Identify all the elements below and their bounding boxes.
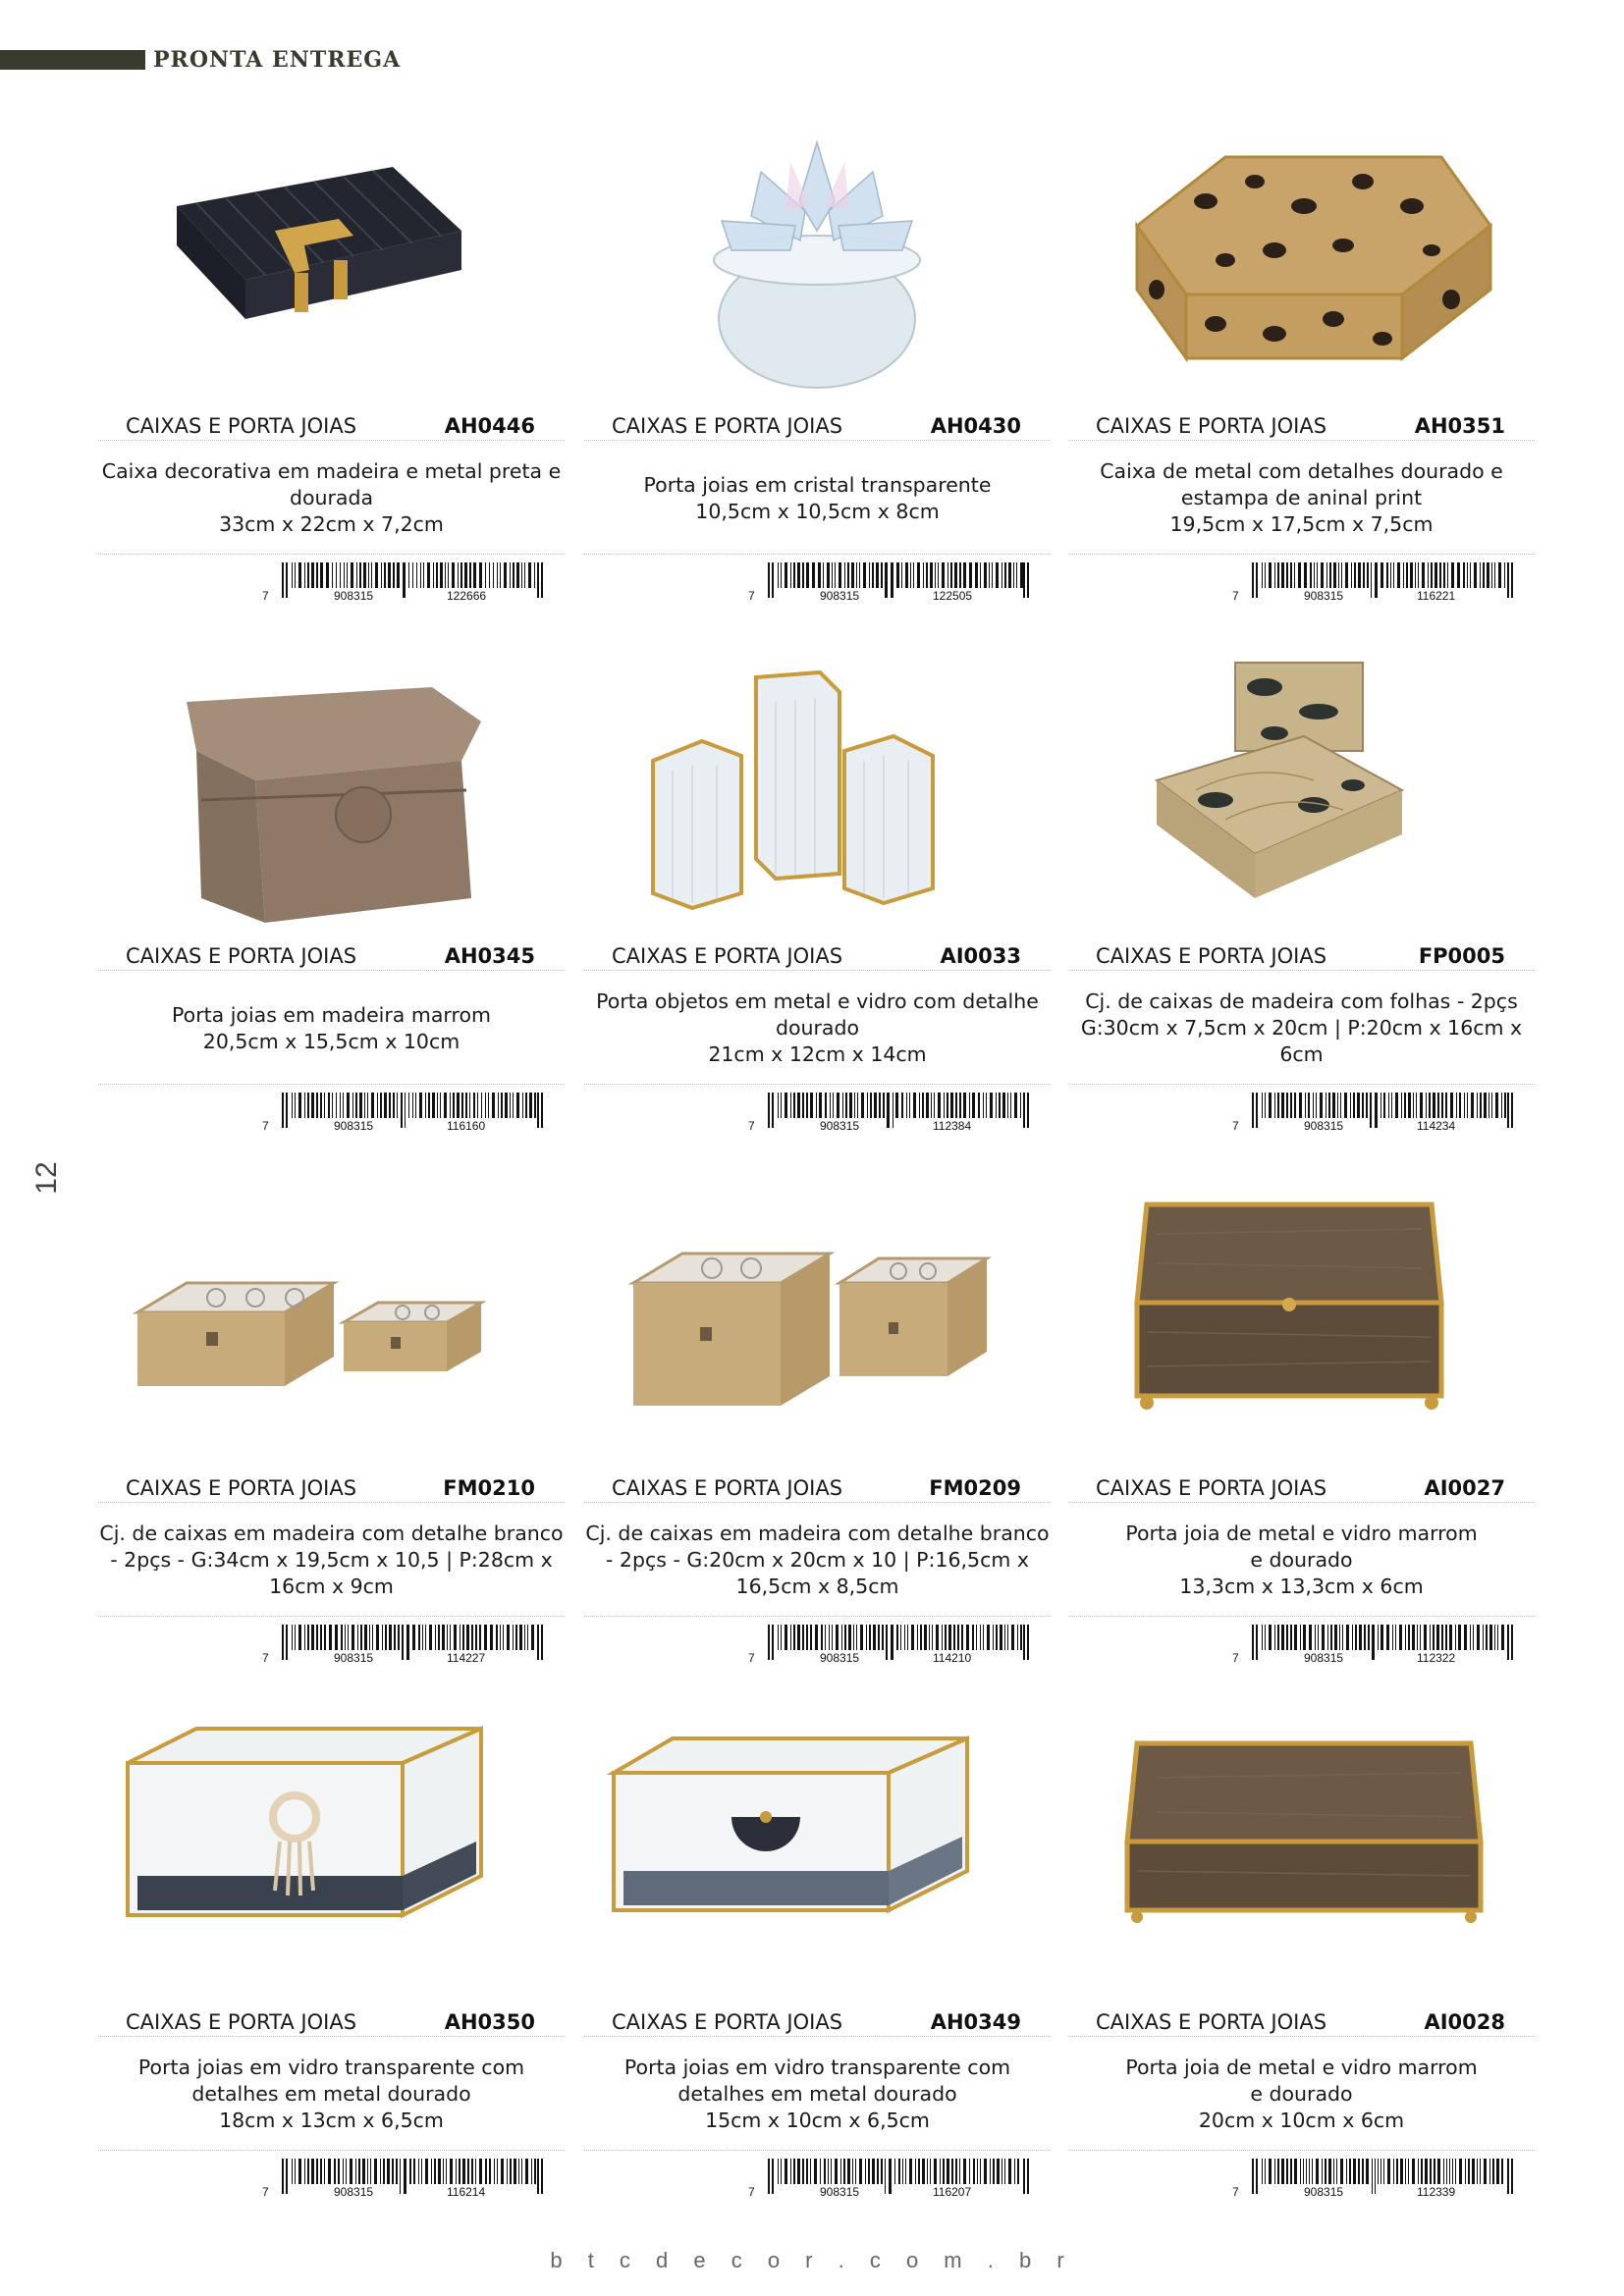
barcode <box>1230 2157 1525 2198</box>
divider <box>98 1084 565 1085</box>
product-description <box>584 1514 1051 1607</box>
category-row <box>1068 1474 1535 1503</box>
barcode-digit: 7 <box>262 2185 269 2198</box>
description-line: 20cm x 10cm x 6cm <box>1198 2109 1405 2132</box>
barcode-left-number: 908315 <box>820 589 860 602</box>
divider <box>1068 2150 1535 2151</box>
barcode-right-number: 116160 <box>447 1119 486 1132</box>
product-image <box>594 1709 1041 2003</box>
description-line: detalhes em metal dourado <box>677 2082 957 2106</box>
product-image <box>1078 1709 1525 2003</box>
barcode-digit: 7 <box>1232 2185 1239 2198</box>
page-number: 12 <box>30 1161 63 1195</box>
product-image <box>1078 1175 1525 1469</box>
barcode-right-number: 116214 <box>447 2185 486 2198</box>
divider <box>584 554 1051 555</box>
description-line: Porta joia de metal e vidro marrom <box>1125 1522 1478 1545</box>
barcode-left-number: 908315 <box>334 589 374 602</box>
description-line: Porta joias em cristal transparente <box>643 472 992 497</box>
product-code: AH0350 <box>444 2010 535 2034</box>
product-code: AH0351 <box>1414 414 1505 438</box>
product-image <box>594 113 1041 407</box>
product-description <box>1068 982 1535 1075</box>
barcode <box>746 561 1041 602</box>
product-image <box>1078 643 1525 937</box>
divider <box>1068 554 1535 555</box>
barcode-right-number: 114227 <box>447 1651 486 1664</box>
header-title: PRONTA ENTREGA <box>153 47 402 73</box>
barcode <box>1230 1091 1525 1132</box>
barcode-right-number: 116207 <box>933 2185 972 2198</box>
category-row <box>1068 2008 1535 2037</box>
product-image <box>1078 113 1525 407</box>
description-line: Caixa decorativa em madeira e metal preta e <box>101 459 562 483</box>
divider <box>584 1616 1051 1617</box>
product-description <box>98 2048 565 2141</box>
product-category: CAIXAS E PORTA JOIAS <box>612 944 843 968</box>
barcode <box>746 2157 1041 2198</box>
barcode-right-number: 112339 <box>1417 2185 1456 2198</box>
description-line: Porta joias em vidro transparente com <box>623 2056 1011 2079</box>
product-code: AI0033 <box>940 944 1021 968</box>
barcode-right-number: 122666 <box>447 589 487 602</box>
barcode-left-number: 908315 <box>820 2185 860 2198</box>
category-row <box>584 412 1051 441</box>
description-line: G:30cm x 7,5cm x 20cm | P:20cm x 16cm x <box>1080 1016 1523 1040</box>
divider <box>1068 1084 1535 1085</box>
barcode-left-number: 908315 <box>1304 1651 1344 1664</box>
description-line: 6cm <box>1279 1042 1324 1066</box>
product-category: CAIXAS E PORTA JOIAS <box>126 2010 357 2034</box>
category-row <box>584 942 1051 971</box>
description-line: e dourado <box>1250 1548 1353 1572</box>
product-image <box>594 1175 1041 1469</box>
barcode <box>1230 561 1525 602</box>
barcode <box>1230 1623 1525 1664</box>
product-category: CAIXAS E PORTA JOIAS <box>1096 1476 1327 1500</box>
barcode-digit: 7 <box>262 1651 269 1664</box>
footer-website: b t c d e c o r . c o m . b r <box>550 2248 1074 2272</box>
product-description <box>584 2048 1051 2141</box>
product-description <box>98 982 565 1075</box>
barcode <box>260 1623 555 1664</box>
product-code: AH0345 <box>444 944 535 968</box>
product-category: CAIXAS E PORTA JOIAS <box>612 1476 843 1500</box>
product-code: FM0210 <box>443 1476 535 1500</box>
product-description <box>98 1514 565 1607</box>
barcode-right-number: 114234 <box>1417 1119 1456 1132</box>
barcode <box>746 1623 1041 1664</box>
product-category: CAIXAS E PORTA JOIAS <box>612 2010 843 2034</box>
category-row <box>584 2008 1051 2037</box>
description-line: 13,3cm x 13,3cm x 6cm <box>1179 1575 1424 1598</box>
product-image <box>108 643 555 937</box>
description-line: Cj. de caixas em madeira com detalhe branco <box>99 1522 564 1545</box>
description-line: Porta objetos em metal e vidro com detalhe <box>596 989 1039 1013</box>
category-row <box>98 942 565 971</box>
barcode-right-number: 112322 <box>1417 1651 1456 1664</box>
barcode-left-number: 908315 <box>334 1119 374 1132</box>
product-category: CAIXAS E PORTA JOIAS <box>126 414 357 438</box>
product-code: AH0446 <box>444 414 535 438</box>
product-description <box>1068 452 1535 545</box>
divider <box>98 554 565 555</box>
description-line: detalhes em metal dourado <box>191 2082 471 2106</box>
description-line: Porta joia de metal e vidro marrom <box>1125 2056 1478 2079</box>
category-row <box>1068 412 1535 441</box>
barcode-digit: 7 <box>262 589 269 602</box>
description-line: 15cm x 10cm x 6,5cm <box>705 2109 930 2132</box>
divider <box>1068 1616 1535 1617</box>
product-code: AI0028 <box>1424 2010 1505 2034</box>
product-code: AH0349 <box>930 2010 1021 2034</box>
category-row <box>98 1474 565 1503</box>
product-image <box>108 1175 555 1469</box>
description-line: 18cm x 13cm x 6,5cm <box>219 2109 444 2132</box>
description-line: 10,5cm x 10,5cm x 8cm <box>695 499 940 523</box>
product-image <box>594 643 1041 937</box>
barcode-right-number: 114210 <box>933 1651 972 1664</box>
description-line: - 2pçs - G:20cm x 20cm x 10 | P:16,5cm x <box>606 1548 1029 1572</box>
description-line: e dourado <box>1250 2082 1353 2106</box>
description-line: Cj. de caixas em madeira com detalhe branco <box>585 1522 1050 1545</box>
product-description <box>1068 1514 1535 1607</box>
barcode-digit: 7 <box>748 1119 755 1132</box>
divider <box>584 2150 1051 2151</box>
page-header <box>0 49 401 71</box>
barcode-left-number: 908315 <box>1304 2185 1344 2198</box>
barcode <box>260 1091 555 1132</box>
barcode-right-number: 112384 <box>933 1119 972 1132</box>
description-line: Porta joias em vidro transparente com <box>137 2056 525 2079</box>
description-line: 21cm x 12cm x 14cm <box>708 1042 927 1066</box>
description-line: Porta joias em madeira marrom <box>172 1002 491 1027</box>
description-line: 16,5cm x 8,5cm <box>735 1575 899 1598</box>
product-description <box>584 452 1051 545</box>
product-image <box>108 1709 555 2003</box>
description-line: dourado <box>775 1016 860 1040</box>
header-bar <box>0 50 145 70</box>
barcode-digit: 7 <box>748 1651 755 1664</box>
description-line: 33cm x 22cm x 7,2cm <box>219 512 444 536</box>
product-category: CAIXAS E PORTA JOIAS <box>1096 944 1327 968</box>
product-category: CAIXAS E PORTA JOIAS <box>126 944 357 968</box>
category-row <box>98 2008 565 2037</box>
description-line: 16cm x 9cm <box>269 1575 394 1598</box>
description-line: estampa de aninal print <box>1180 486 1423 509</box>
product-category: CAIXAS E PORTA JOIAS <box>1096 414 1327 438</box>
barcode-left-number: 908315 <box>820 1119 860 1132</box>
barcode-left-number: 908315 <box>1304 589 1344 602</box>
barcode-digit: 7 <box>1232 1119 1239 1132</box>
product-description <box>584 982 1051 1075</box>
product-code: FM0209 <box>929 1476 1021 1500</box>
barcode-left-number: 908315 <box>334 1651 374 1664</box>
barcode <box>260 561 555 602</box>
product-code: FP0005 <box>1418 944 1505 968</box>
category-row <box>1068 942 1535 971</box>
barcode-digit: 7 <box>748 589 755 602</box>
barcode-left-number: 908315 <box>334 2185 374 2198</box>
product-description <box>1068 2048 1535 2141</box>
description-line: 20,5cm x 15,5cm x 10cm <box>202 1029 460 1053</box>
divider <box>98 1616 565 1617</box>
product-code: AH0430 <box>930 414 1021 438</box>
description-line: - 2pçs - G:34cm x 19,5cm x 10,5 | P:28cm x <box>110 1548 553 1572</box>
barcode-left-number: 908315 <box>820 1651 860 1664</box>
description-line: Caixa de metal com detalhes dourado e <box>1100 459 1503 483</box>
description-line: 19,5cm x 17,5cm x 7,5cm <box>1169 512 1434 536</box>
barcode-right-number: 116221 <box>1417 589 1456 602</box>
divider <box>584 1084 1051 1085</box>
barcode <box>746 1091 1041 1132</box>
barcode-right-number: 122505 <box>933 589 973 602</box>
barcode-digit: 7 <box>262 1119 269 1132</box>
barcode-digit: 7 <box>748 2185 755 2198</box>
product-category: CAIXAS E PORTA JOIAS <box>126 1476 357 1500</box>
product-code: AI0027 <box>1424 1476 1505 1500</box>
barcode-digit: 7 <box>1232 589 1239 602</box>
barcode-left-number: 908315 <box>1304 1119 1344 1132</box>
description-line: Cj. de caixas de madeira com folhas - 2pçs <box>1085 989 1518 1013</box>
product-description <box>98 452 565 545</box>
product-category: CAIXAS E PORTA JOIAS <box>612 414 843 438</box>
divider <box>98 2150 565 2151</box>
category-row <box>584 1474 1051 1503</box>
description-line: dourada <box>289 486 374 509</box>
barcode <box>260 2157 555 2198</box>
product-category: CAIXAS E PORTA JOIAS <box>1096 2010 1327 2034</box>
product-image <box>108 113 555 407</box>
barcode-digit: 7 <box>1232 1651 1239 1664</box>
category-row <box>98 412 565 441</box>
